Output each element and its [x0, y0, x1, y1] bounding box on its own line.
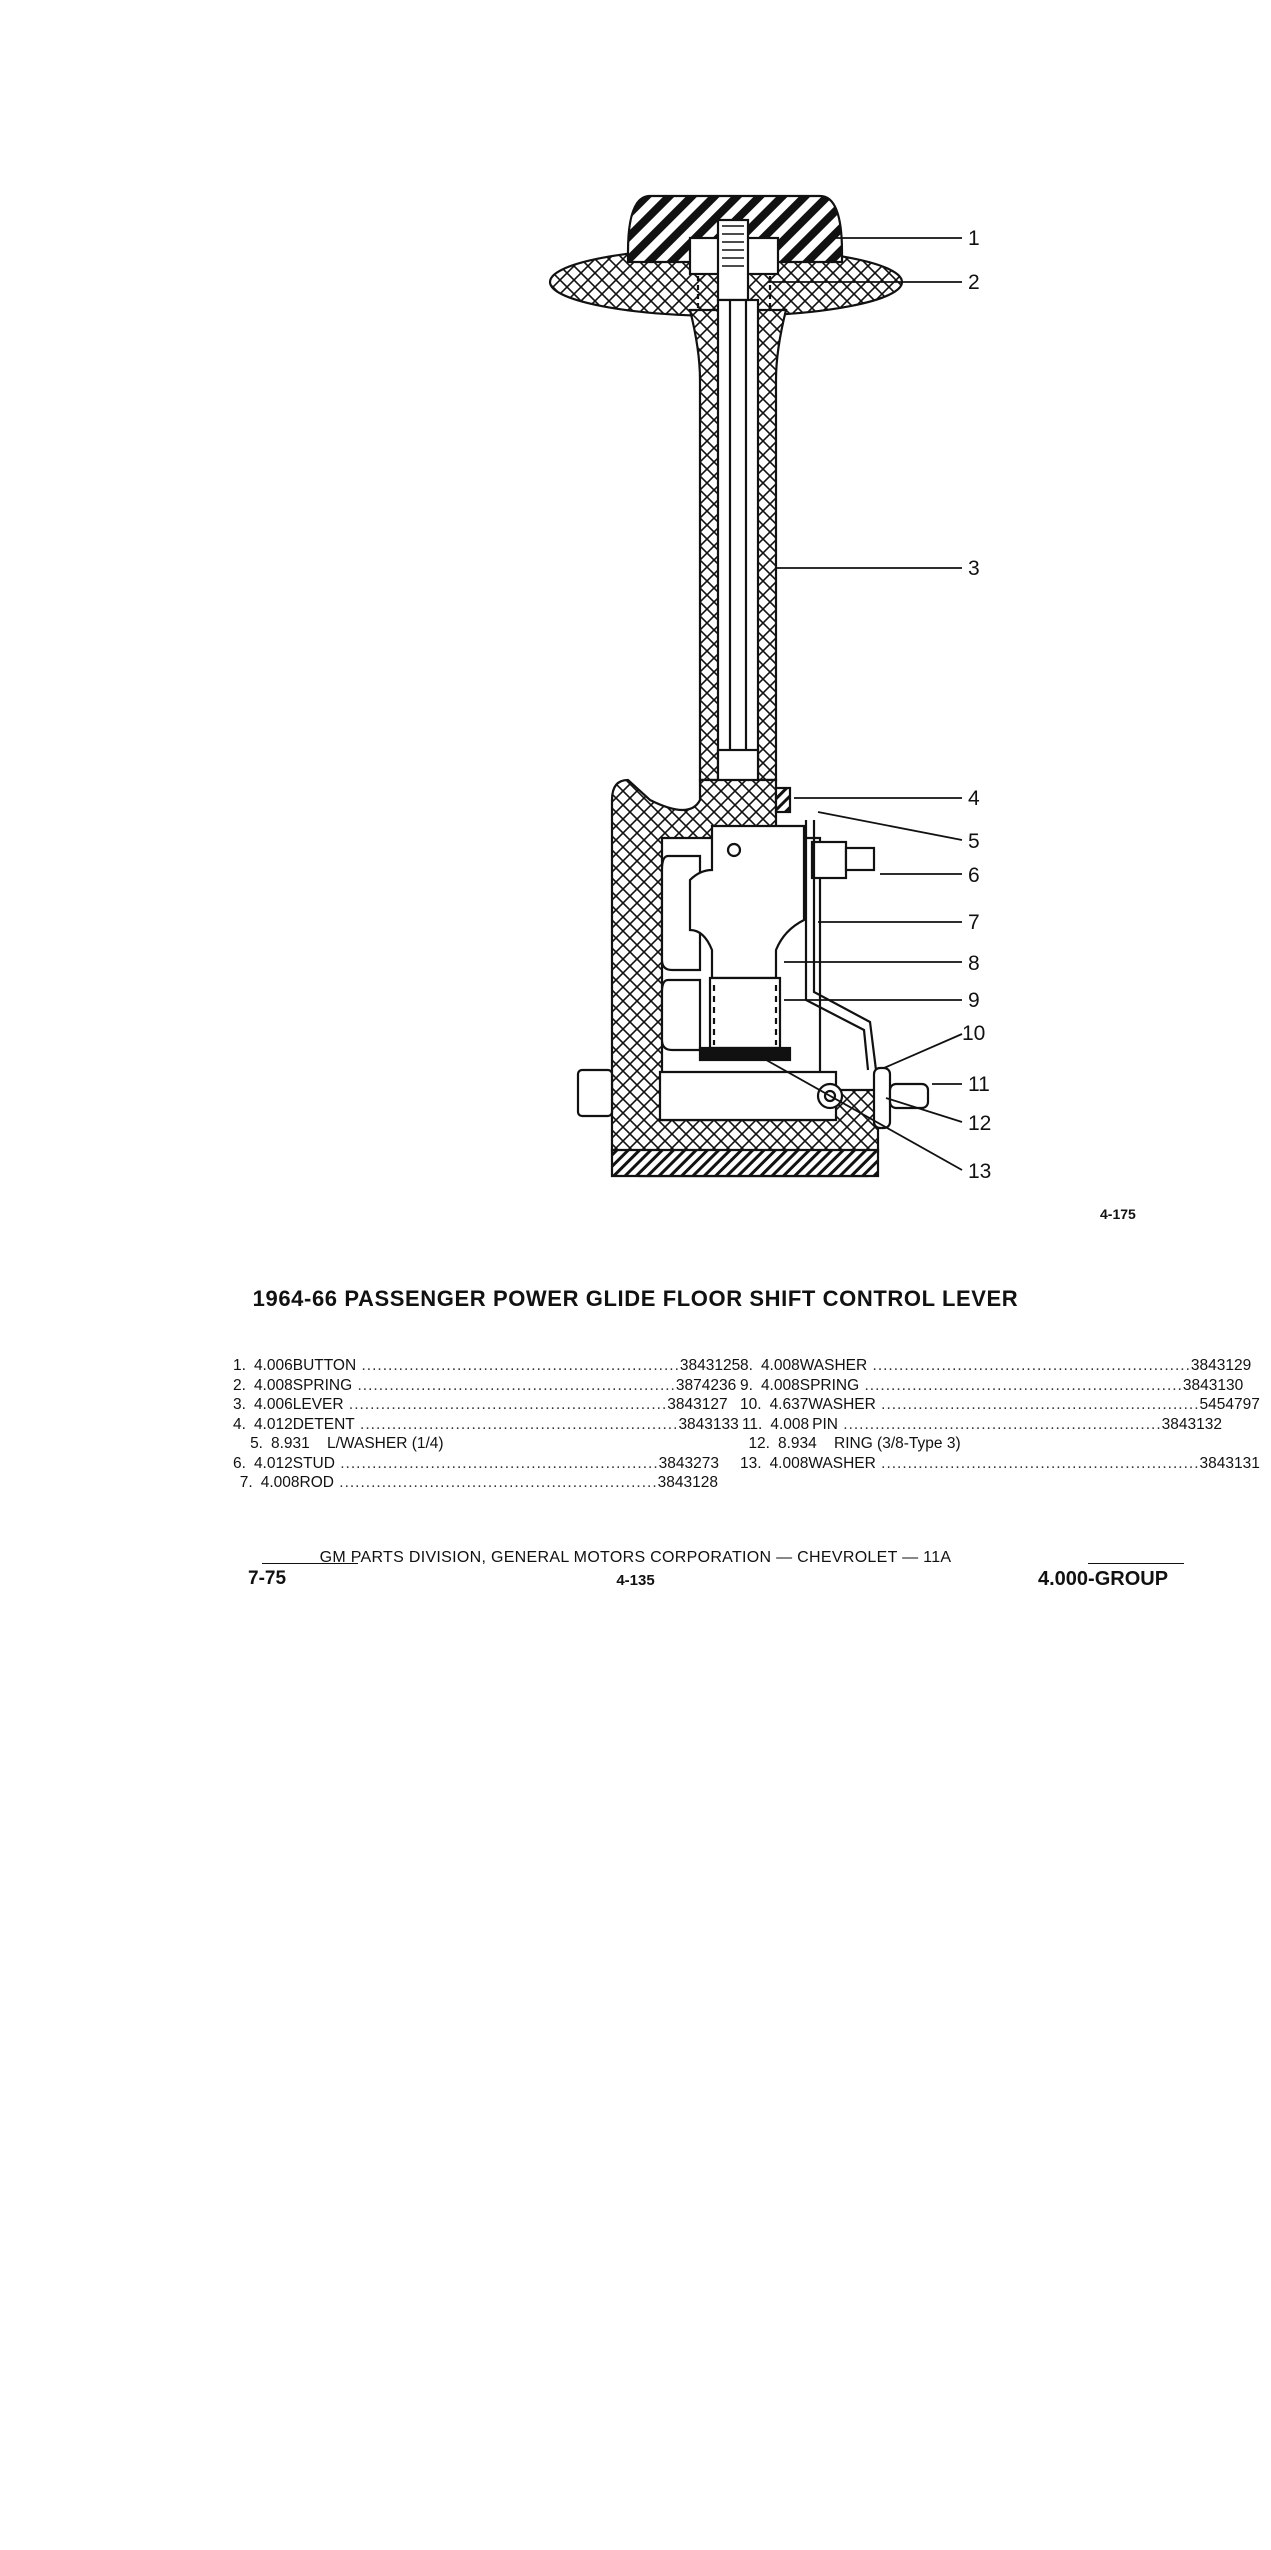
callout-labels [962, 227, 991, 1183]
callout-1: 1 [968, 227, 980, 250]
part-number: 3843130 [1182, 1376, 1244, 1394]
part-name: WASHER ............................................................ [808, 1454, 1200, 1472]
footer-page-number: 4-135 [616, 1572, 655, 1589]
page-title: 1964-66 PASSENGER POWER GLIDE FLOOR SHIFT CONTROL LEVER [252, 1286, 1019, 1311]
parts-row [740, 1356, 1252, 1376]
callout-6: 6 [968, 864, 980, 887]
part-index: 10. [740, 1396, 762, 1413]
part-index: 2. [233, 1376, 246, 1394]
callout-12: 12 [968, 1112, 992, 1135]
part-number: 3843131 [1199, 1454, 1260, 1472]
parts-row [740, 1395, 1260, 1415]
part-index: 8. [740, 1357, 753, 1374]
callout-10: 10 [962, 1022, 986, 1045]
part-name: DETENT ............................................................ [292, 1415, 679, 1433]
part-name: PIN ............................................................ [812, 1415, 1162, 1433]
group-number: 4.008 [760, 1376, 800, 1394]
group-number: 4.006 [253, 1357, 293, 1374]
part-number: 3843133 [678, 1415, 739, 1433]
part-index: 1. [233, 1357, 246, 1374]
part-name: L/WASHER (1/4) [327, 1435, 444, 1452]
part-name: SPRING ............................................................ [292, 1376, 676, 1394]
part-number [648, 1434, 718, 1454]
part-name: RING (3/8-Type 3) [834, 1435, 961, 1452]
callout-11: 11 [968, 1073, 990, 1096]
part-number: 3843273 [658, 1454, 719, 1472]
group-number: 8.931 [271, 1435, 310, 1452]
footer-rule-right [1088, 1563, 1184, 1564]
callout-7: 7 [968, 911, 980, 934]
part-name: STUD ............................................................ [292, 1454, 659, 1472]
callout-2: 2 [968, 271, 980, 294]
group-number: 4.008 [253, 1376, 293, 1394]
part-number: 3874236 [675, 1376, 737, 1394]
part-index: 6. [233, 1454, 246, 1472]
part-index: 7. [239, 1474, 253, 1491]
part-index: 3. [233, 1396, 246, 1413]
part-name: BUTTON ............................................................ [292, 1357, 680, 1374]
part-index: 4. [233, 1415, 246, 1433]
parts-row [233, 1395, 728, 1415]
part-name: WASHER ............................................................ [808, 1396, 1200, 1413]
part-index: 9. [740, 1376, 753, 1394]
figure-code: 4-175 [1100, 1206, 1136, 1222]
group-number: 4.008 [760, 1357, 800, 1374]
parts-row [740, 1434, 1222, 1454]
parts-row [740, 1415, 1222, 1435]
part-name: ROD ............................................................ [299, 1474, 658, 1491]
exploded-parts-diagram [0, 0, 1271, 1260]
group-number: 4.008 [260, 1474, 300, 1491]
part-name: LEVER ............................................................ [292, 1396, 668, 1413]
parts-row [233, 1454, 718, 1474]
parts-row [233, 1356, 741, 1376]
callout-4: 4 [968, 787, 980, 810]
part-index: 13. [740, 1454, 762, 1472]
parts-list-right [740, 1356, 1260, 1473]
part-index: 11. [741, 1415, 763, 1433]
parts-row [740, 1376, 1244, 1396]
part-index: 12. [748, 1435, 770, 1452]
part-number: 3843125 [679, 1357, 741, 1374]
group-number: 4.006 [253, 1396, 293, 1413]
callout-9: 9 [968, 989, 980, 1012]
group-number: 4.008 [769, 1454, 809, 1472]
part-number: 3843128 [657, 1474, 718, 1491]
parts-row [233, 1415, 739, 1435]
part-index: 5. [250, 1435, 263, 1452]
part-name: SPRING ............................................................ [799, 1376, 1183, 1394]
part-number: 3843132 [1161, 1415, 1222, 1433]
parts-row [233, 1473, 718, 1493]
parts-list-left [233, 1356, 741, 1493]
parts-row [233, 1376, 737, 1396]
callout-5: 5 [968, 830, 980, 853]
callout-3: 3 [968, 557, 980, 580]
group-number: 4.637 [769, 1396, 809, 1413]
part-number: 5454797 [1199, 1396, 1260, 1413]
part-number: 3843127 [667, 1396, 728, 1413]
part-number [1152, 1434, 1222, 1454]
part-name: WASHER ............................................................ [799, 1357, 1191, 1374]
callout-13: 13 [968, 1160, 992, 1183]
parts-row [233, 1434, 718, 1454]
part-number: 3843129 [1190, 1357, 1252, 1374]
group-number: 4.012 [253, 1454, 293, 1472]
group-number: 4.012 [253, 1415, 293, 1433]
footer-date: 7-75 [248, 1568, 287, 1589]
footer-publisher: GM PARTS DIVISION, GENERAL MOTORS CORPORATION — CHEVROLET — 11A [319, 1549, 952, 1566]
group-number: 8.934 [778, 1435, 817, 1452]
callout-8: 8 [968, 952, 980, 975]
parts-row [740, 1454, 1260, 1474]
group-number: 4.008 [770, 1415, 810, 1433]
footer-group: 4.000-GROUP [1038, 1568, 1169, 1590]
